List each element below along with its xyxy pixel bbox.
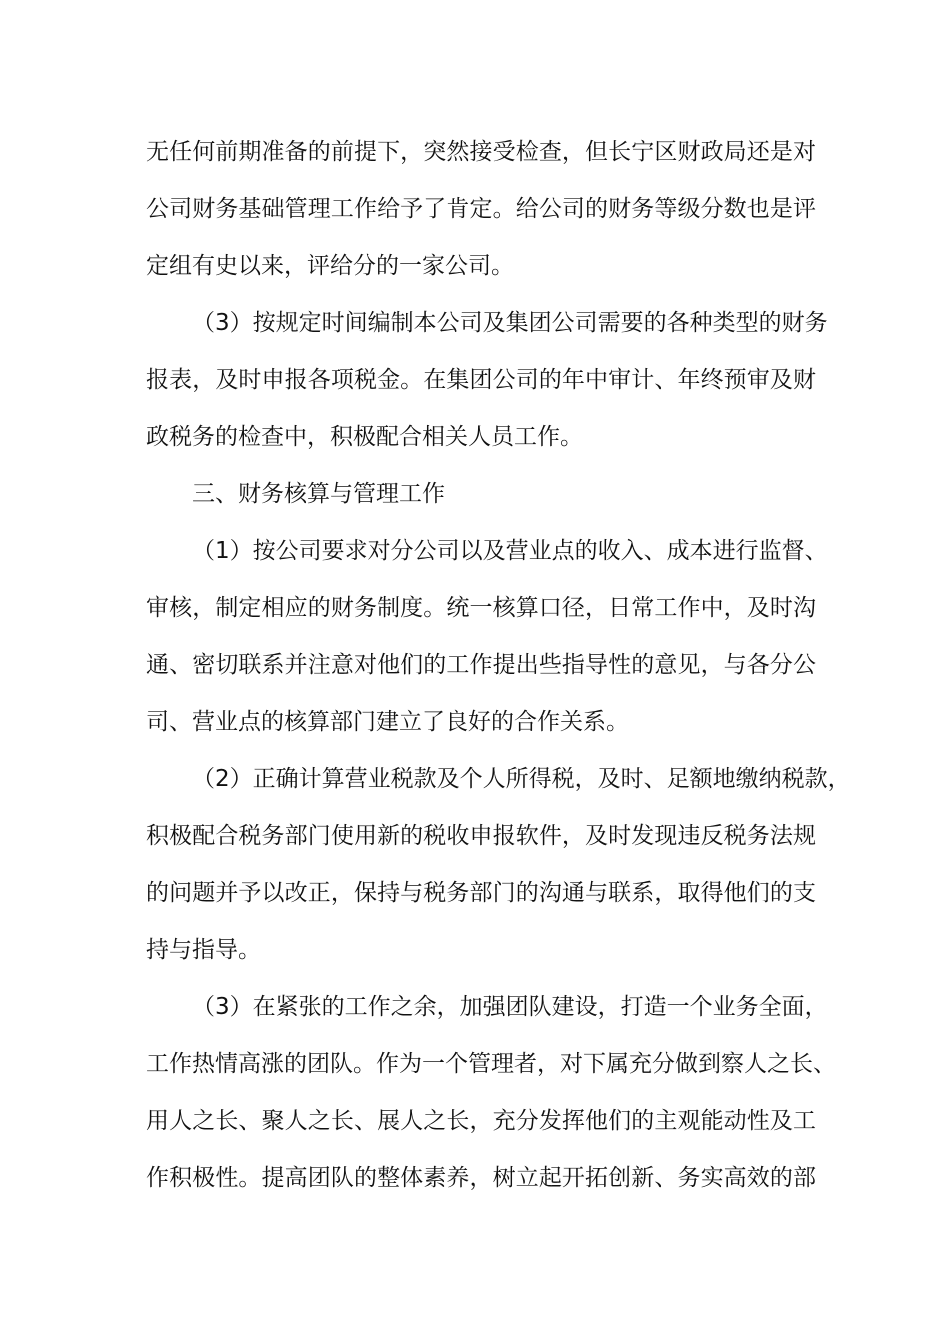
paragraph-line: 定组有史以来，评给分的一家公司。	[146, 253, 514, 279]
paragraph-line: （3）在紧张的工作之余，加强团队建设，打造一个业务全面，	[192, 994, 828, 1020]
section-heading: 三、财务核算与管理工作	[192, 481, 445, 507]
paragraph-line: 作积极性。提高团队的整体素养，树立起开拓创新、务实高效的部	[146, 1165, 816, 1191]
paragraph-line: 用人之长、聚人之长、展人之长，充分发挥他们的主观能动性及工	[146, 1108, 816, 1134]
paragraph-line: 报表，及时申报各项税金。在集团公司的年中审计、年终预审及财	[146, 367, 816, 393]
paragraph-line: 司、营业点的核算部门建立了良好的合作关系。	[146, 709, 629, 735]
paragraph-line: 公司财务基础管理工作给予了肯定。给公司的财务等级分数也是评	[146, 196, 816, 222]
paragraph-line: 积极配合税务部门使用新的税收申报软件，及时发现违反税务法规	[146, 823, 816, 849]
paragraph-line: 政税务的检查中，积极配合相关人员工作。	[146, 424, 583, 450]
paragraph-line: 工作热情高涨的团队。作为一个管理者，对下属充分做到察人之长、	[146, 1051, 836, 1077]
paragraph-line: （1）按公司要求对分公司以及营业点的收入、成本进行监督、	[192, 538, 828, 564]
paragraph-line: 通、密切联系并注意对他们的工作提出些指导性的意见，与各分公	[146, 652, 816, 678]
paragraph-line: 审核，制定相应的财务制度。统一核算口径，日常工作中，及时沟	[146, 595, 816, 621]
paragraph-line: （2）正确计算营业税款及个人所得税，及时、足额地缴纳税款，	[192, 766, 851, 792]
paragraph-line: 无任何前期准备的前提下，突然接受检查，但长宁区财政局还是对	[146, 139, 816, 165]
paragraph-line: 持与指导。	[146, 937, 261, 963]
paragraph-line: 的问题并予以改正，保持与税务部门的沟通与联系，取得他们的支	[146, 880, 816, 906]
paragraph-line: （3）按规定时间编制本公司及集团公司需要的各种类型的财务	[192, 310, 828, 336]
